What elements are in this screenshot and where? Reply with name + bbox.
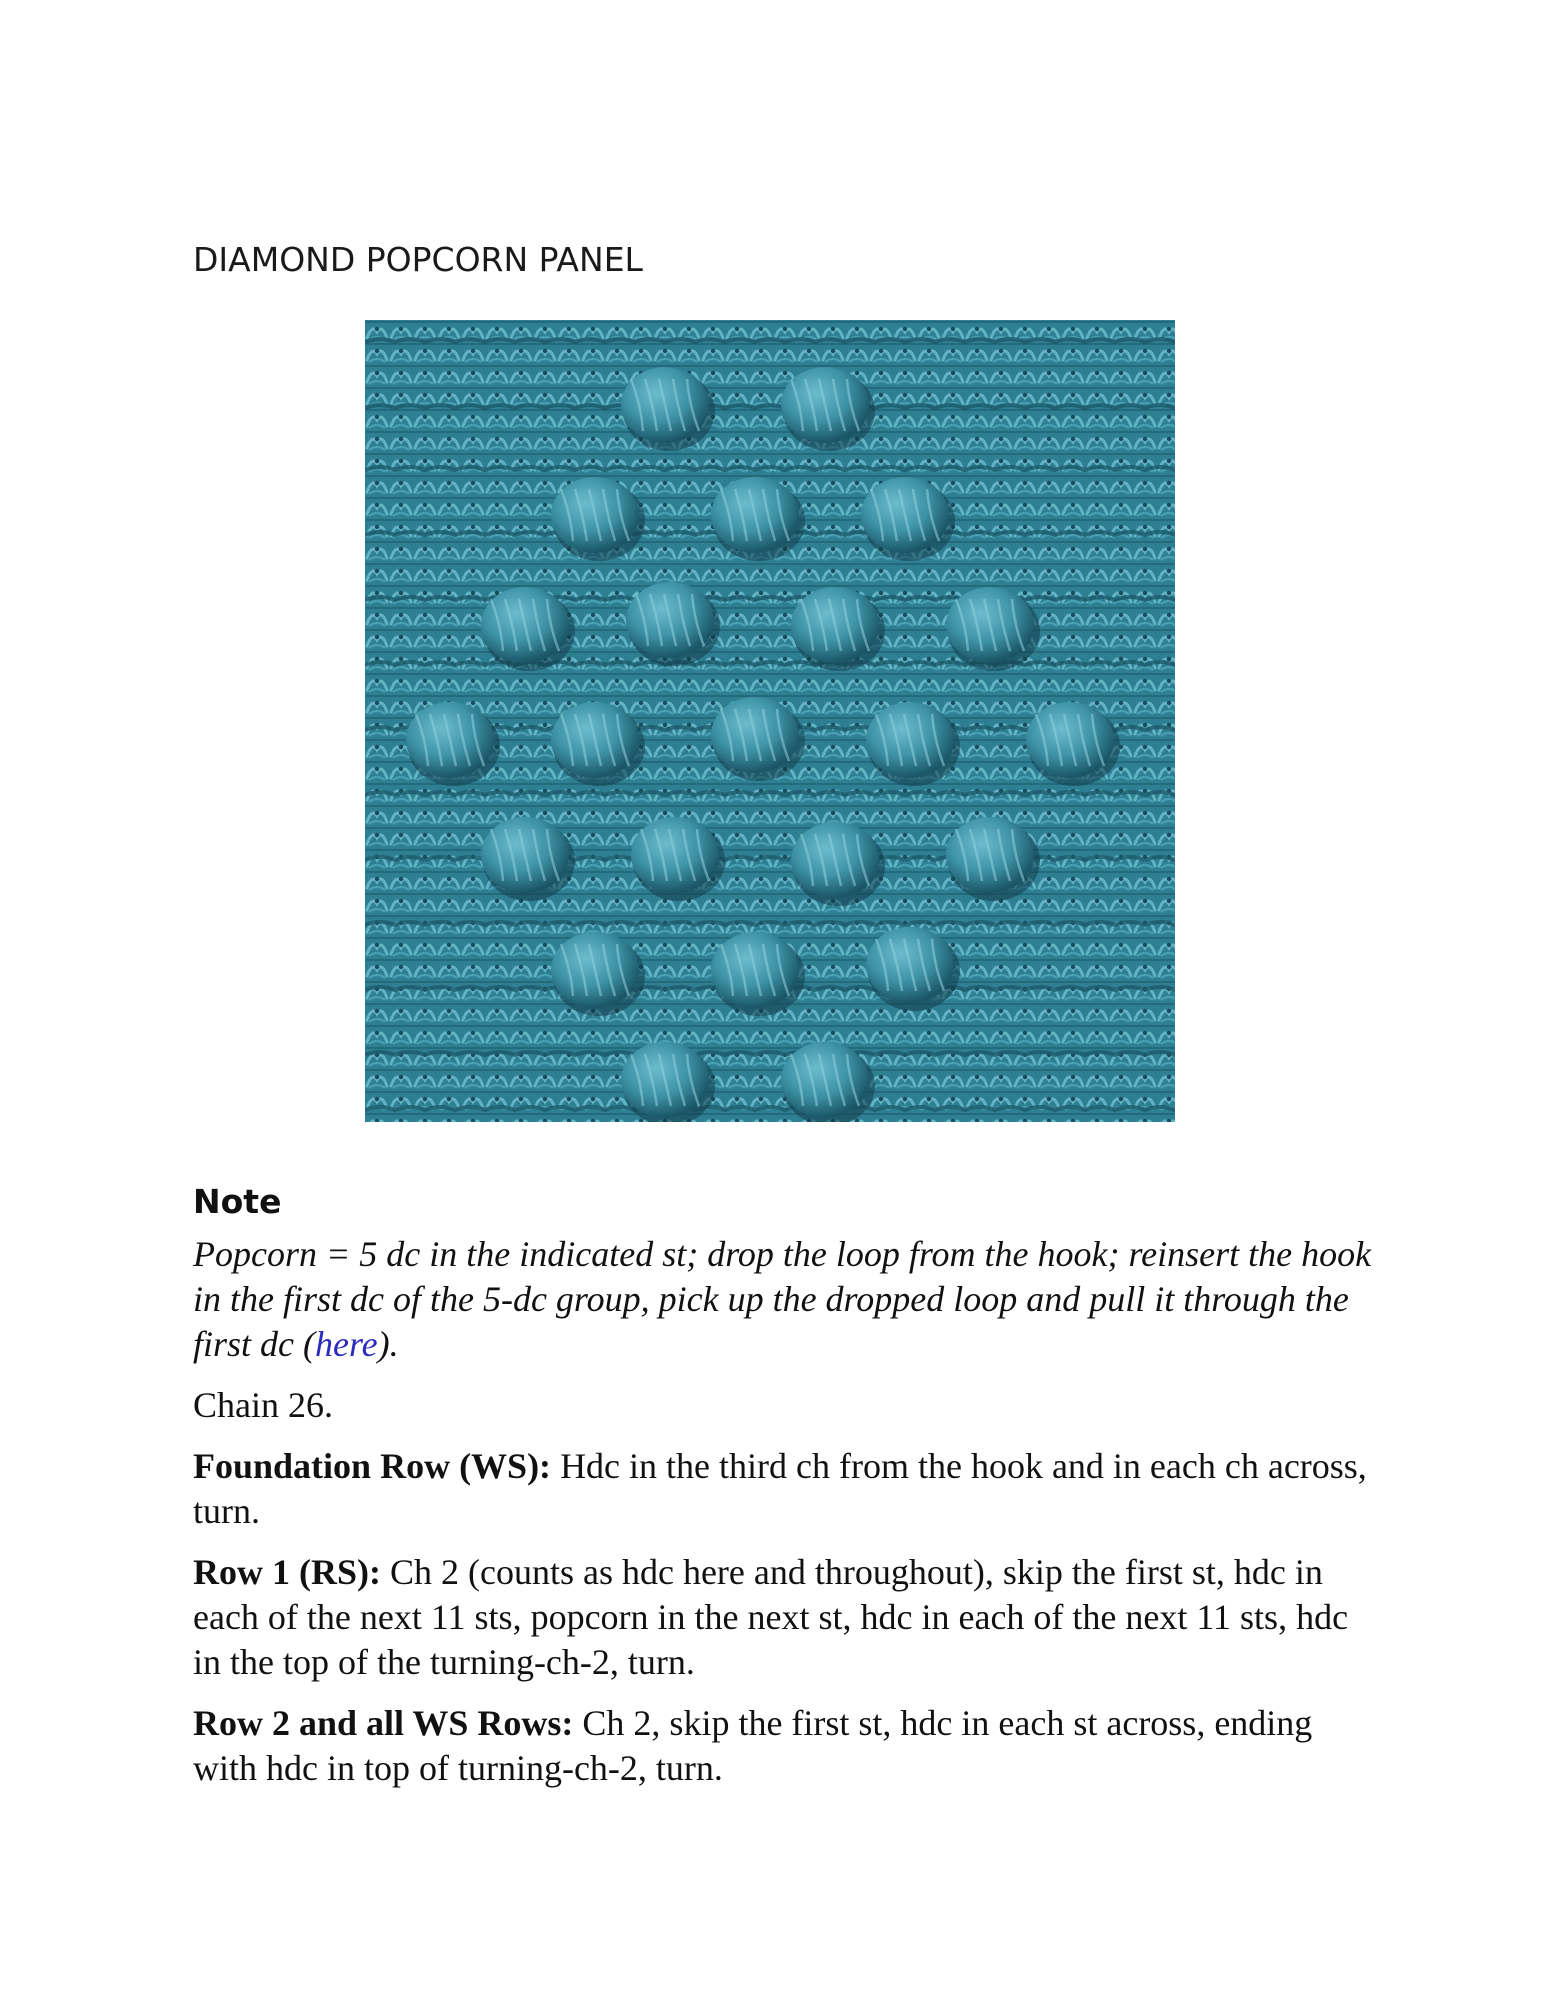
row-instruction-row-1 bbox=[193, 1550, 1373, 1685]
pattern-title: DIAMOND POPCORN PANEL bbox=[193, 240, 643, 279]
row-label: Row 1 (RS): bbox=[193, 1552, 381, 1592]
note-text-after: ). bbox=[377, 1324, 399, 1364]
here-link[interactable]: here bbox=[315, 1324, 378, 1364]
row-instruction-row-2 bbox=[193, 1701, 1373, 1791]
row-text: Ch 2, skip the first st, hdc in each st across, ending with hdc in top of turning-ch-2, turn. bbox=[193, 1703, 1313, 1788]
crochet-swatch-photo bbox=[365, 320, 1175, 1122]
chain-instruction: Chain 26. bbox=[193, 1385, 333, 1425]
note-heading: Note bbox=[193, 1182, 282, 1221]
row-label: Foundation Row (WS): bbox=[193, 1446, 552, 1486]
row-instruction-foundation bbox=[193, 1444, 1373, 1534]
row-text: Ch 2 (counts as hdc here and throughout), skip the first st, hdc in each of the next 11 sts, popcorn in the next st, hdc in each of the next 11 sts, hdc in the top of the turning-ch-2, turn. bbox=[193, 1552, 1349, 1682]
note-text bbox=[193, 1232, 1373, 1367]
pattern-instructions bbox=[193, 1180, 1373, 1807]
row-text: Hdc in the third ch from the hook and in each ch across, turn. bbox=[193, 1446, 1367, 1531]
row-label: Row 2 and all WS Rows: bbox=[193, 1703, 574, 1743]
note-text-before: Popcorn = 5 dc in the indicated st; drop the loop from the hook; reinsert the hook in the first dc of the 5-dc group, pick up the dropped loop and pull it through the first dc ( bbox=[193, 1234, 1372, 1364]
